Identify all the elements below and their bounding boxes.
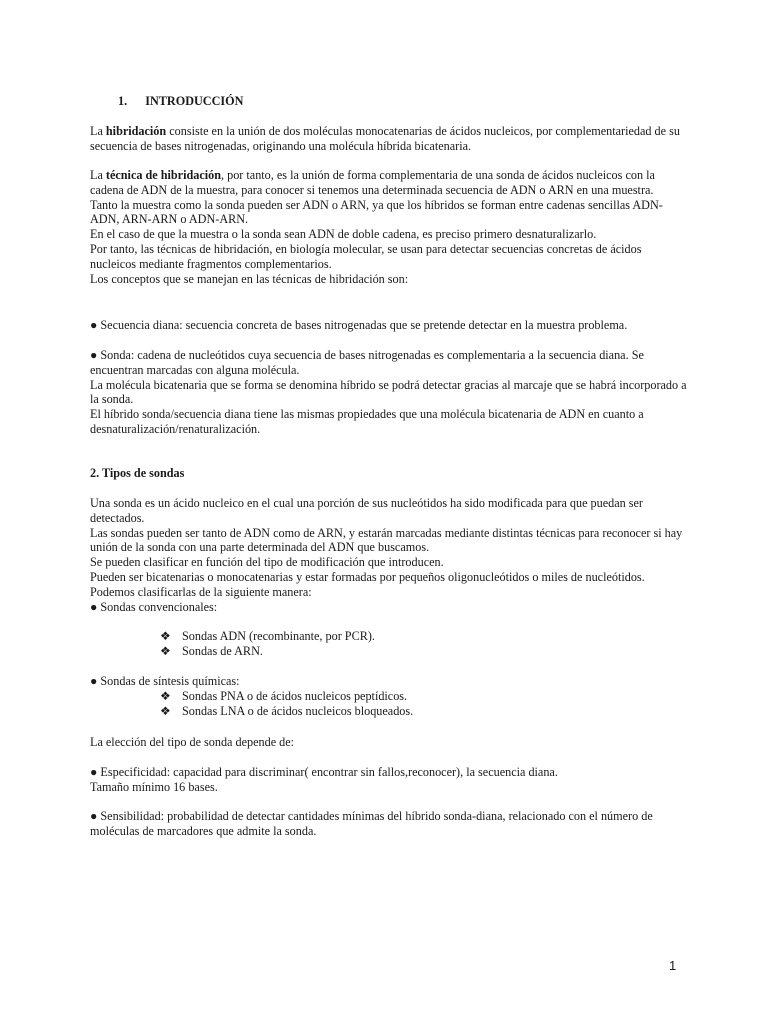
bullet-secuencia-diana: ● Secuencia diana: secuencia concreta de bases nitrogenadas que se pretende detectar en la muestra problema.	[90, 318, 628, 332]
intro-paragraph-4: En el caso de que la muestra o la sonda sean ADN de doble cadena, es preciso primero desnaturalizarlo.	[90, 227, 597, 242]
bullet-sonda-block	[90, 348, 690, 437]
bullet-sonda: ● Sonda: cadena de nucleótidos cuya secuencia de bases nitrogenadas es complementaria a la secuencia diana. Se encuentran marcadas con alguna molécula.	[90, 348, 644, 377]
intro-paragraph-1: La hibridación consiste en la unión de dos moléculas monocatenarias de ácidos nucleicos, por complementariedad de su secuencia de bases nitrogenadas, originando una molécula híbrida bicatenaria.	[90, 124, 680, 153]
section-2-paragraph-3: Se pueden clasificar en función del tipo de modificación que introducen.	[90, 555, 444, 570]
intro-paragraph-2: La técnica de hibridación, por tanto, es la unión de forma complementaria de una sonda de ácidos nucleicos con la cadena de ADN de la muestra, para conocer si tenemos una determinada secuencia de ADN o ARN en una muestra.	[90, 168, 655, 197]
section-2-paragraph-2: Las sondas pueden ser tanto de ADN como de ARN, y estarán marcadas mediante distintas técnicas para reconocer si hay unión de la sonda con una parte determinada del ADN que buscamos.	[90, 525, 683, 555]
especificidad-block	[90, 765, 690, 795]
intro-paragraph-3: Tanto la muestra como la sonda pueden ser ADN o ARN, ya que los híbridos se forman entre cadenas sencillas ADN-ADN, ARN-ARN o ADN-ARN.	[90, 197, 663, 227]
intro-paragraph-8: El híbrido sonda/secuencia diana tiene las mismas propiedades que una molécula bicatenaria de ADN en cuanto a desnaturalización/renaturalización.	[90, 407, 644, 436]
section-1-heading	[118, 94, 718, 109]
diamond-bullet-icon: ❖	[160, 704, 171, 718]
diamond-bullet-icon: ❖	[160, 689, 171, 703]
eleccion-paragraph: La elección del tipo de sonda depende de:	[90, 735, 295, 749]
bullet-sondas-sintesis: ● Sondas de síntesis químicas:	[90, 674, 240, 688]
intro-paragraph-6: Los conceptos que se manejan en las técnicas de hibridación son:	[90, 271, 409, 286]
intro-paragraph-7: La molécula bicatenaria que se forma se denomina híbrido se podrá detectar gracias al marcaje que se habrá incorporado a la sonda.	[90, 377, 687, 407]
sub-item-sondas-pna: ❖ Sondas PNA o de ácidos nucleicos peptídicos.	[160, 689, 408, 703]
section-1-title: INTRODUCCIÓN	[145, 94, 244, 108]
intro-paragraph-5: Por tanto, las técnicas de hibridación, en biología molecular, se usan para detectar secuencias concretas de ácidos nucleicos mediante fragmentos complementarios.	[90, 241, 642, 271]
bullet-especificidad: ● Especificidad: capacidad para discriminar( encontrar sin fallos,reconocer), la secuencia diana.	[90, 765, 558, 779]
sub-item-sondas-lna: ❖ Sondas LNA o de ácidos nucleicos bloqueados.	[160, 704, 414, 718]
page-number: 1	[669, 958, 677, 973]
sub-item-sondas-arn: ❖ Sondas de ARN.	[160, 644, 263, 658]
section-1-number: 1.	[118, 94, 128, 108]
section-2-paragraph-5: Podemos clasificarlas de la siguiente manera:	[90, 584, 312, 599]
intro-block-2	[90, 168, 690, 286]
diamond-bullet-icon: ❖	[160, 629, 171, 643]
section-2-paragraph-4: Pueden ser bicatenarias o monocatenarias y estar formadas por pequeños oligonucleótidos o miles de nucleótidos.	[90, 569, 645, 584]
section-2-heading: 2. Tipos de sondas	[90, 466, 185, 480]
section-2-paragraph-1: Una sonda es un ácido nucleico en el cual una porción de sus nucleótidos ha sido modificada para que puedan ser detectados.	[90, 496, 643, 525]
tamano-minimo: Tamaño mínimo 16 bases.	[90, 779, 218, 794]
diamond-bullet-icon: ❖	[160, 644, 171, 658]
bullet-sensibilidad: ● Sensibilidad: probabilidad de detectar cantidades mínimas del híbrido sonda-diana, relacionado con el número de moléculas de marcadores que admite la sonda.	[90, 809, 653, 838]
bullet-sondas-convencionales: ● Sondas convencionales:	[90, 599, 218, 614]
section-2-body	[90, 496, 690, 614]
term-hibridacion: hibridación	[105, 124, 167, 138]
sub-item-sondas-adn: ❖ Sondas ADN (recombinante, por PCR).	[160, 629, 375, 643]
term-tecnica-hibridacion: técnica de hibridación	[105, 168, 222, 182]
